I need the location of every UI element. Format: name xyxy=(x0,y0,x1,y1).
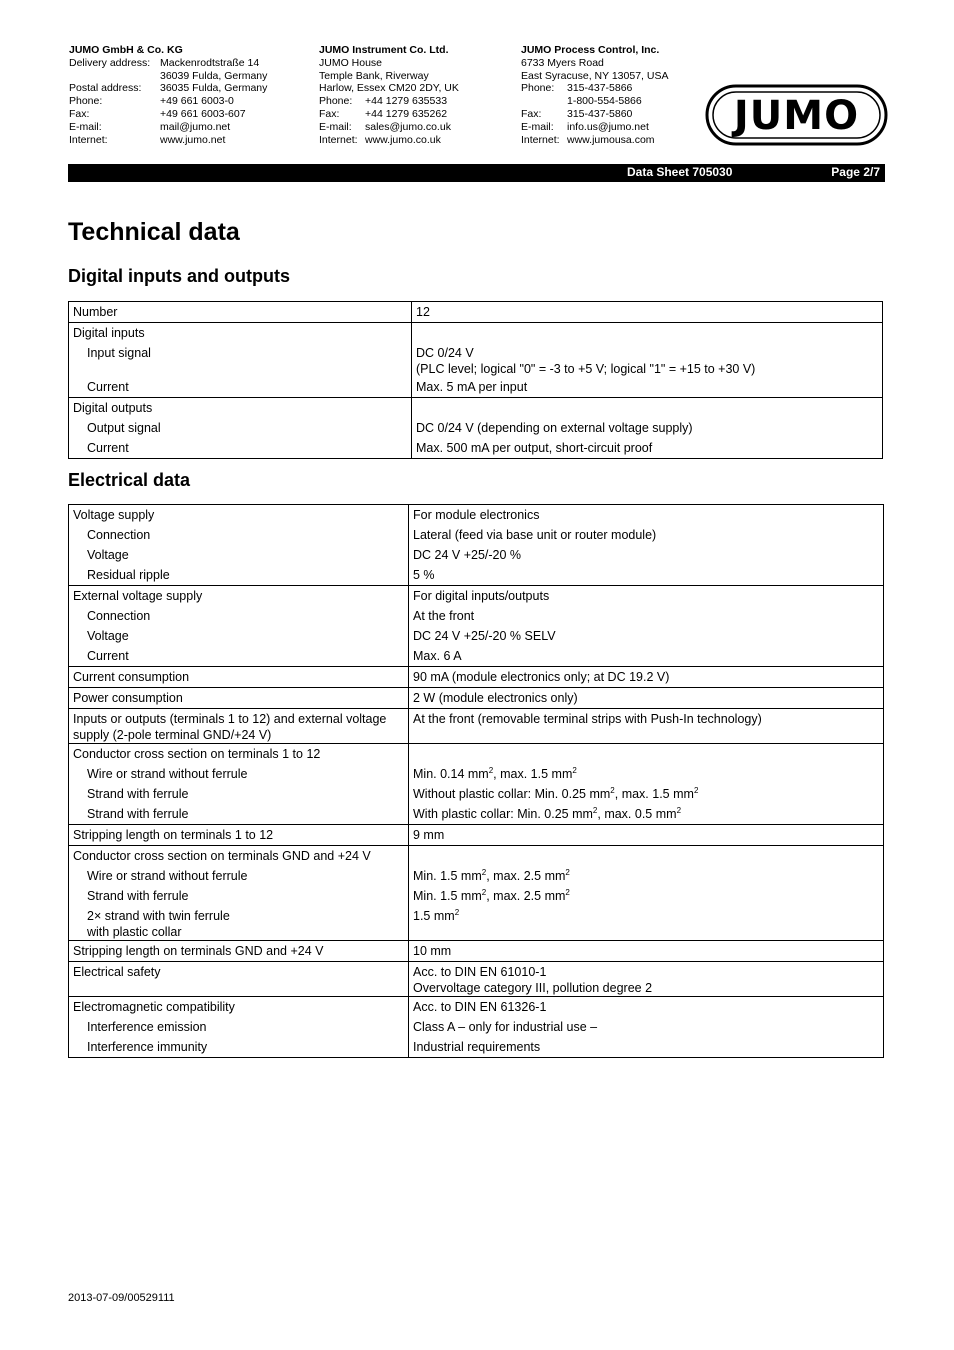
spec-label: Current xyxy=(69,377,412,398)
address-line: East Syracuse, NY 13057, USA xyxy=(521,69,669,82)
address-key: Fax: xyxy=(521,107,542,120)
spec-label: Electrical safety xyxy=(69,962,409,997)
table-row xyxy=(69,398,883,419)
spec-label: Voltage xyxy=(69,626,409,646)
address-line: JUMO House xyxy=(319,56,383,69)
spec-label: Input signal xyxy=(69,343,412,377)
address-jumo-usa xyxy=(521,44,668,146)
table-row xyxy=(69,804,884,825)
company-name: JUMO GmbH & Co. KG xyxy=(69,44,183,56)
address-row xyxy=(69,70,267,83)
spec-label: Digital inputs xyxy=(69,323,412,344)
table-row xyxy=(69,525,884,545)
address-line: 6733 Myers Road xyxy=(521,56,604,69)
company-name: JUMO Instrument Co. Ltd. xyxy=(319,44,449,56)
table-row xyxy=(69,744,884,765)
address-row xyxy=(69,121,267,134)
spec-label: Conductor cross section on terminals 1 to 12 xyxy=(69,744,409,765)
address-value: 315-437-5866 xyxy=(567,82,633,95)
address-row xyxy=(69,95,267,108)
address-key: E-mail: xyxy=(319,120,352,133)
table-row xyxy=(69,962,884,997)
spec-label: Connection xyxy=(69,525,409,545)
address-row xyxy=(319,134,459,147)
address-row xyxy=(521,134,668,147)
spec-value: Min. 1.5 $mm^2$, max. 2.5 $mm^2$ xyxy=(409,886,884,906)
page-title: Technical data xyxy=(68,218,240,246)
address-value: +44 1279 635533 xyxy=(365,95,448,108)
address-value: +44 1279 635262 xyxy=(365,107,448,120)
address-key: Internet: xyxy=(69,133,108,146)
spec-value: For module electronics xyxy=(409,505,884,526)
spec-value xyxy=(409,744,884,765)
spec-label: Inputs or outputs (terminals 1 to 12) and external voltage supply (2-pole terminal GND/+24 V) xyxy=(69,709,409,744)
address-value: Mackenrodtstraße 14 xyxy=(160,56,260,69)
spec-value: 12 xyxy=(412,302,883,323)
address-rows xyxy=(69,57,267,147)
address-row xyxy=(319,121,459,134)
table-row xyxy=(69,886,884,906)
address-rows xyxy=(521,82,668,146)
table-row xyxy=(69,667,884,688)
address-value: +49 661 6003-0 xyxy=(160,95,234,108)
address-key: Internet: xyxy=(319,133,358,146)
table-row xyxy=(69,646,884,667)
table-row xyxy=(69,866,884,886)
address-row xyxy=(69,82,267,95)
address-value: www.jumo.net xyxy=(160,133,226,146)
spec-value xyxy=(409,846,884,867)
spec-label: Voltage xyxy=(69,545,409,565)
spec-value: Class A – only for industrial use – xyxy=(409,1017,884,1037)
spec-label: Current consumption xyxy=(69,667,409,688)
spec-value: Lateral (feed via base unit or router module) xyxy=(409,525,884,545)
data-sheet-number: Data Sheet 705030 xyxy=(627,165,733,179)
address-key xyxy=(521,95,567,108)
spec-value: 1.5 $mm^2$ xyxy=(409,906,884,941)
spec-label: Strand with ferrule xyxy=(69,804,409,825)
spec-value: DC 0/24 V (PLC level; logical "0" = -3 to +5 V; logical "1" = +15 to +30 V) xyxy=(412,343,883,377)
table-row xyxy=(69,764,884,784)
spec-value: DC 24 V +25/-20 % SELV xyxy=(409,626,884,646)
address-key: E-mail: xyxy=(69,120,102,133)
address-row xyxy=(521,95,668,108)
address-jumo-germany xyxy=(69,44,267,146)
address-value: mail@jumo.net xyxy=(160,120,231,133)
table-row xyxy=(69,505,884,526)
spec-label: Wire or strand without ferrule xyxy=(69,866,409,886)
address-key: Fax: xyxy=(319,107,340,120)
spec-label: Interference immunity xyxy=(69,1037,409,1058)
spec-label: Electromagnetic compatibility xyxy=(69,997,409,1018)
table-row xyxy=(69,545,884,565)
table-row xyxy=(69,606,884,626)
table-row xyxy=(69,438,883,459)
table-row xyxy=(69,825,884,846)
address-value: +49 661 6003-607 xyxy=(160,107,246,120)
table-row xyxy=(69,709,884,744)
address-value: www.jumo.co.uk xyxy=(365,133,441,146)
logo-text: JUMO xyxy=(733,93,860,139)
spec-value: Max. 5 mA per input xyxy=(412,377,883,398)
address-value: 36035 Fulda, Germany xyxy=(160,82,268,95)
address-key: Postal address: xyxy=(69,82,142,95)
spec-label: External voltage supply xyxy=(69,586,409,607)
address-key: E-mail: xyxy=(521,120,554,133)
spec-value: Min. 0.14 $mm^2$, max. 1.5 $mm^2$ xyxy=(409,764,884,784)
jumo-logo xyxy=(705,84,888,146)
spec-label: Stripping length on terminals GND and +24 V xyxy=(69,941,409,962)
address-value: 36039 Fulda, Germany xyxy=(160,69,268,82)
table-row xyxy=(69,586,884,607)
table-row xyxy=(69,688,884,709)
table-row xyxy=(69,418,883,438)
spec-value: 2 W (module electronics only) xyxy=(409,688,884,709)
address-value: info.us@jumo.net xyxy=(567,120,649,133)
spec-label: Conductor cross section on terminals GND and +24 V xyxy=(69,846,409,867)
spec-value: 90 mA (module electronics only; at DC 19.2 V) xyxy=(409,667,884,688)
spec-value xyxy=(412,323,883,344)
spec-label: Strand with ferrule xyxy=(69,886,409,906)
table-row xyxy=(69,302,883,323)
address-value: sales@jumo.co.uk xyxy=(365,120,451,133)
address-key: Internet: xyxy=(521,133,560,146)
spec-value: At the front xyxy=(409,606,884,626)
spec-value: For digital inputs/outputs xyxy=(409,586,884,607)
spec-value: DC 24 V +25/-20 % xyxy=(409,545,884,565)
spec-label: 2× strand with twin ferrule with plastic collar xyxy=(69,906,409,941)
spec-value xyxy=(412,398,883,419)
spec-label: Number xyxy=(69,302,412,323)
address-row xyxy=(319,95,459,108)
address-row xyxy=(69,108,267,121)
spec-label: Digital outputs xyxy=(69,398,412,419)
table-row xyxy=(69,565,884,586)
spec-label: Interference emission xyxy=(69,1017,409,1037)
address-key: Fax: xyxy=(69,107,90,120)
section-title-electrical: Electrical data xyxy=(68,470,191,490)
spec-value: Acc. to DIN EN 61010-1 Overvoltage category III, pollution degree 2 xyxy=(409,962,884,997)
spec-label: Residual ripple xyxy=(69,565,409,586)
address-row xyxy=(521,108,668,121)
spec-value: Without plastic collar: Min. 0.25 $mm^2$, max. 1.5 $mm^2$ xyxy=(409,784,884,804)
spec-value: Max. 6 A xyxy=(409,646,884,667)
spec-value: Acc. to DIN EN 61326-1 xyxy=(409,997,884,1018)
address-row xyxy=(69,57,267,70)
address-key: Phone: xyxy=(521,82,555,95)
spec-label: Strand with ferrule xyxy=(69,784,409,804)
spec-value: 5 % xyxy=(409,565,884,586)
address-line: Temple Bank, Riverway xyxy=(319,69,429,82)
page-number: Page 2/7 xyxy=(831,165,880,179)
spec-label: Voltage supply xyxy=(69,505,409,526)
spec-label: Current xyxy=(69,646,409,667)
spec-label: Output signal xyxy=(69,418,412,438)
address-value: 315-437-5860 xyxy=(567,107,633,120)
address-value: www.jumousa.com xyxy=(567,133,655,146)
spec-value: Min. 1.5 $mm^2$, max. 2.5 $mm^2$ xyxy=(409,866,884,886)
document-code: 2013-07-09/00529111 xyxy=(68,1292,175,1304)
address-row xyxy=(319,108,459,121)
spec-value: 9 mm xyxy=(409,825,884,846)
address-value: 1-800-554-5866 xyxy=(567,95,642,108)
table-row xyxy=(69,784,884,804)
table-row xyxy=(69,1037,884,1058)
address-key: Delivery address: xyxy=(69,56,151,69)
header-bar xyxy=(68,164,885,182)
table-row xyxy=(69,846,884,867)
spec-label: Power consumption xyxy=(69,688,409,709)
address-line: Harlow, Essex CM20 2DY, UK xyxy=(319,82,459,95)
spec-label: Connection xyxy=(69,606,409,626)
spec-label: Stripping length on terminals 1 to 12 xyxy=(69,825,409,846)
address-row xyxy=(521,82,668,95)
table-row xyxy=(69,377,883,398)
table-row xyxy=(69,941,884,962)
spec-value: Max. 500 mA per output, short-circuit proof xyxy=(412,438,883,459)
address-rows xyxy=(319,95,459,146)
table-row xyxy=(69,906,884,941)
address-jumo-uk xyxy=(319,44,459,146)
table-row xyxy=(69,1017,884,1037)
table-row xyxy=(69,997,884,1018)
table-row xyxy=(69,343,883,377)
spec-value: 10 mm xyxy=(409,941,884,962)
address-row xyxy=(521,121,668,134)
address-key xyxy=(69,70,160,83)
table-row xyxy=(69,626,884,646)
spec-label: Current xyxy=(69,438,412,459)
spec-label: Wire or strand without ferrule xyxy=(69,764,409,784)
digital-io-table xyxy=(68,301,883,459)
spec-value: With plastic collar: Min. 0.25 $mm^2$, max. 0.5 $mm^2$ xyxy=(409,804,884,825)
spec-value: At the front (removable terminal strips with Push-In technology) xyxy=(409,709,884,744)
spec-value: Industrial requirements xyxy=(409,1037,884,1058)
section-title-digital-io: Digital inputs and outputs xyxy=(68,266,290,286)
address-key: Phone: xyxy=(319,95,353,108)
address-row xyxy=(69,134,267,147)
table-row xyxy=(69,323,883,344)
electrical-data-table xyxy=(68,504,884,1058)
address-key: Phone: xyxy=(69,95,103,108)
company-name: JUMO Process Control, Inc. xyxy=(521,44,660,56)
spec-value: DC 0/24 V (depending on external voltage supply) xyxy=(412,418,883,438)
